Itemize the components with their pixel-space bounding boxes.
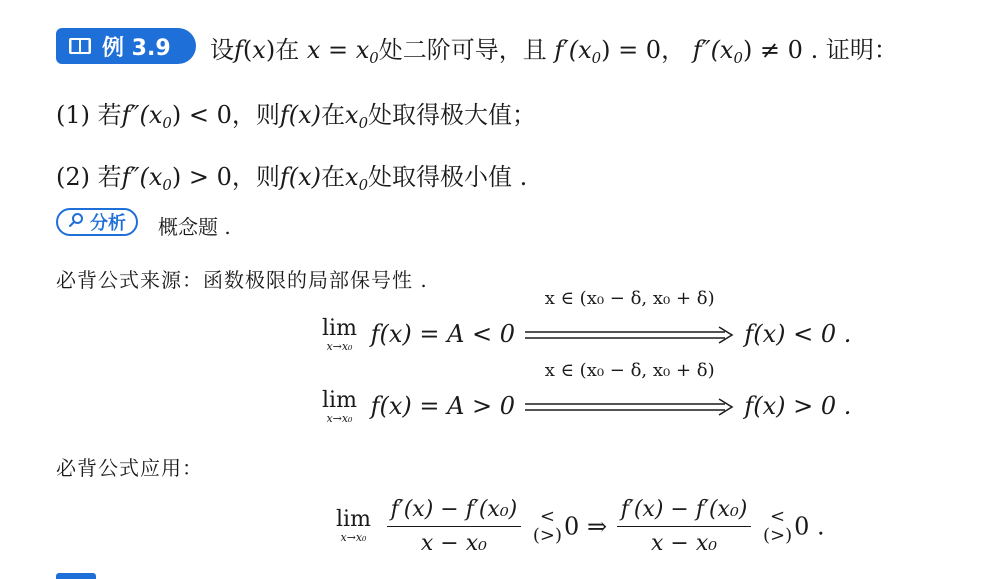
analysis-label: 分析 <box>90 213 126 234</box>
apply-line: 必背公式应用： <box>56 456 203 480</box>
lim-1: lim x→x₀ <box>322 316 357 353</box>
analysis-text: 概念题 . <box>158 215 231 239</box>
next-section-badge-edge <box>56 573 96 579</box>
compare-1: < (>) <box>532 505 563 546</box>
fraction-1: $\frac{\text{f′(x) − f′(x₀)}}{\text{x − x₀}}$ <box>387 497 522 556</box>
implies-arrow-1 <box>525 287 735 350</box>
search-icon <box>68 212 84 233</box>
source-line: 必背公式来源：函数极限的局部保号性 . <box>56 268 428 292</box>
item-2: (2) 若$f''(x_0) > 0$，则f(x)在$x_0$处取得极小值 . <box>56 163 528 195</box>
arrow-condition-1: x ∈ (x₀ − δ, x₀ + δ) <box>544 287 715 309</box>
analysis-tag <box>56 208 138 236</box>
arrow-condition-2: x ∈ (x₀ − δ, x₀ + δ) <box>544 359 715 381</box>
lim-2: lim x→x₀ <box>322 388 357 425</box>
item-1: (1) 若$f''(x_0) < 0$，则f(x)在$x_0$处取得极大值； <box>56 101 537 133</box>
example-badge <box>56 28 196 64</box>
formula-2: lim x→x₀ f(x) = A > 0 x ∈ (x₀ − δ, x₀ + δ) f(x) > 0 . <box>322 359 852 425</box>
compare-2: < (>) <box>763 505 793 546</box>
formula-3: lim x→x₀ $\frac{\text{f′(x) − f′(x₀)}}{\text{x − x₀}}$ < (>) 0 ⇒ $\frac{\text{f′(x) − f′(x₀)}}{\text{x − x₀}}$ < (>) 0 . <box>336 497 825 556</box>
fraction-2: $\frac{\text{f′(x) − f′(x₀)}}{\text{x − x₀}}$ <box>617 497 752 556</box>
problem-statement: 设f(x)在 $x = x_0$处二阶可导，且 $f'(x_0) = 0$， $f''(x_0) \ne 0$ . 证明： <box>210 36 898 68</box>
implies-arrow-2 <box>525 359 735 422</box>
formula-1: lim x→x₀ f(x) = A < 0 x ∈ (x₀ − δ, x₀ + δ) f(x) < 0 . <box>322 287 852 353</box>
book-icon <box>68 36 92 56</box>
example-label: 例 3.9 <box>102 35 171 61</box>
lim-3: lim x→x₀ <box>336 506 371 544</box>
